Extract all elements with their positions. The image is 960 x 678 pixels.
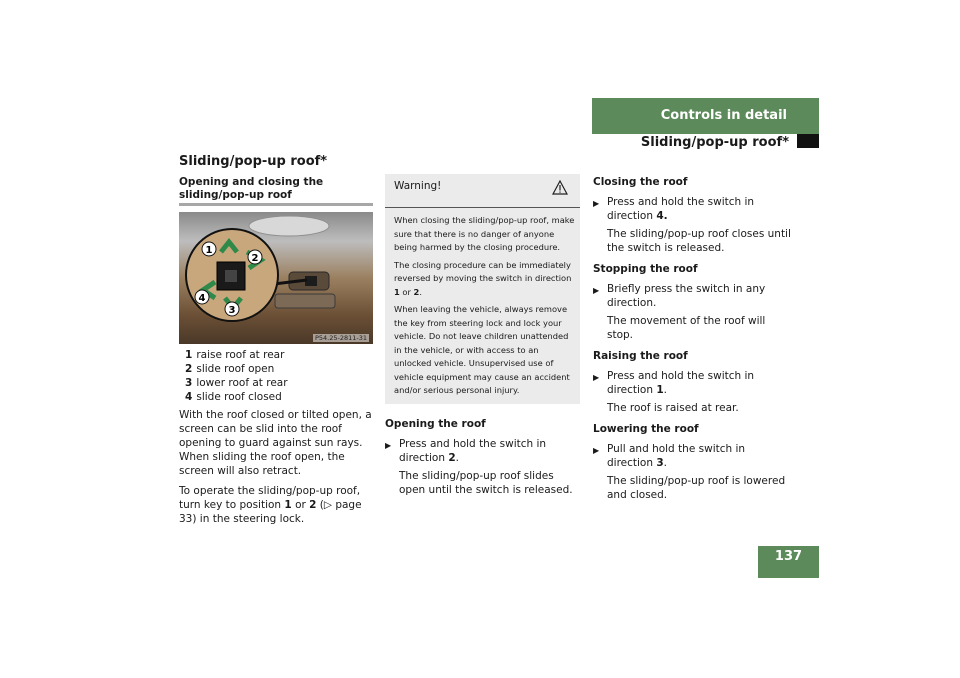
warning-triangle-icon [552, 180, 568, 196]
raising-heading: Raising the roof [593, 350, 688, 362]
legend-item-4: 4 slide roof closed [185, 391, 282, 403]
lowering-step: ▶ Pull and hold the switch in direction 3. [593, 443, 746, 469]
legend-item-3: 3 lower roof at rear [185, 377, 288, 389]
callout-1 [201, 241, 217, 261]
callout-2 [247, 249, 263, 269]
bullet-arrow-icon: ▶ [593, 373, 600, 382]
closing-result: The sliding/pop-up roof closes until the switch is released. [607, 228, 791, 254]
warning-paragraph-1: When closing the sliding/pop-up roof, make sure that there is no danger of anyone being harmed by the closing procedure. [394, 215, 575, 252]
legend-item-1: 1 raise roof at rear [185, 349, 285, 361]
roof-switch-illustration [179, 212, 373, 344]
subsection-title: Sliding/pop-up roof* [640, 135, 789, 150]
legend-item-2: 2 slide roof open [185, 363, 275, 375]
raising-step: ▶ Press and hold the switch in direction 1. [593, 370, 755, 396]
warning-paragraph-2: The closing procedure can be immediately reversed by moving the switch in direction 1 or 2. [394, 259, 572, 297]
warning-heading: Warning! [394, 180, 442, 192]
subheading-rule [179, 203, 373, 206]
warning-paragraph-3: When leaving the vehicle, always remove the key from steering lock and lock your vehicle. Do not leave children unattended in the vehicle, or with access to an unlocked vehicle. Unsupervised use of vehicle equipment may cause an accident and/or serious personal injury. [394, 304, 570, 395]
right-column [593, 176, 793, 502]
bullet-arrow-icon: ▶ [593, 446, 600, 455]
svg-text:2: 2 [251, 253, 259, 264]
stopping-result: The movement of the roof will stop. [607, 315, 766, 341]
header-tab-marker [797, 134, 819, 148]
stopping-step: ▶ Briefly press the switch in any direction. [593, 283, 766, 309]
opening-section [385, 418, 581, 497]
lowering-result: The sliding/pop-up roof is lowered and closed. [607, 475, 786, 501]
lowering-heading: Lowering the roof [593, 423, 699, 435]
header-bar [592, 98, 819, 134]
opening-step: ▶ Press and hold the switch in direction 2. [385, 438, 547, 464]
svg-text:4: 4 [198, 293, 206, 304]
warning-rule [385, 207, 580, 208]
closing-step: ▶ Press and hold the switch in direction 4. [593, 196, 755, 222]
warning-body [394, 214, 576, 402]
left-body-text [179, 408, 375, 532]
section-title: Controls in detail [660, 108, 787, 123]
callout-3 [224, 301, 240, 321]
screen-paragraph: With the roof closed or tilted open, a screen can be slid into the roof opening to guard against sun rays. When sliding the roof open, the screen will also retract. [179, 409, 372, 477]
bullet-arrow-icon: ▶ [593, 199, 600, 208]
bullet-arrow-icon: ▶ [385, 441, 392, 450]
bullet-arrow-icon: ▶ [593, 286, 600, 295]
key-position-paragraph: To operate the sliding/pop-up roof, turn key to position 1 or 2 (▷ page 33) in the steering lock. [179, 485, 362, 525]
figure-legend [185, 348, 375, 404]
warning-box [385, 174, 580, 404]
svg-text:1: 1 [205, 245, 213, 256]
stopping-heading: Stopping the roof [593, 263, 698, 275]
raising-result: The roof is raised at rear. [607, 402, 739, 414]
svg-text:3: 3 [228, 305, 236, 316]
page-number: 137 [774, 549, 803, 564]
opening-result: The sliding/pop-up roof slides open until the switch is released. [399, 470, 573, 496]
callout-4 [194, 289, 210, 309]
page-title: Sliding/pop-up roof* [179, 154, 328, 169]
roof-switch-figure [179, 212, 373, 344]
subheading-opening-closing: Opening and closing the sliding/pop-up roof [179, 176, 324, 201]
closing-heading: Closing the roof [593, 176, 688, 188]
figure-code: P54.25-2811-31 [314, 334, 367, 342]
opening-heading: Opening the roof [385, 418, 486, 430]
